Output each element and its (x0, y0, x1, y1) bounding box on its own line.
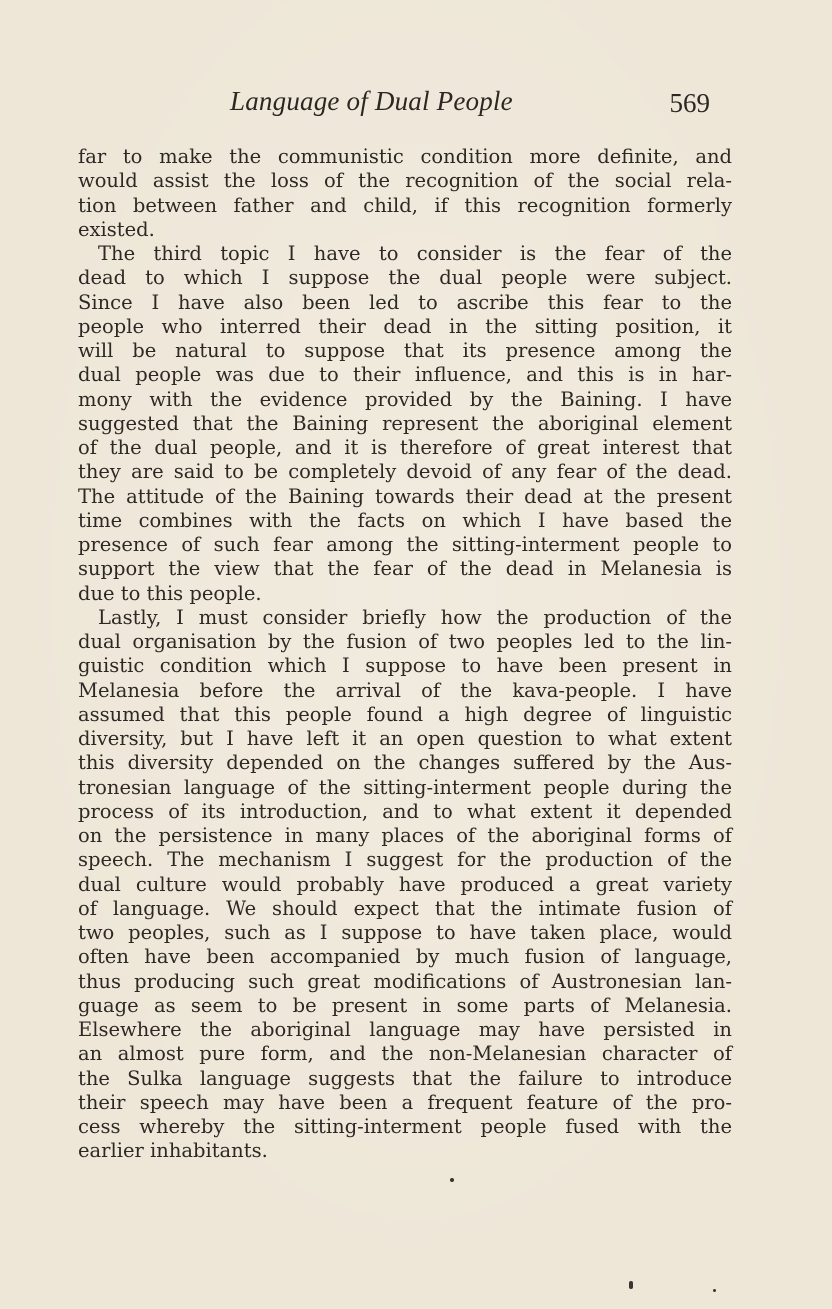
text-line: diversity, but I have left it an open question to what extent (78, 727, 732, 750)
text-line: The third topic I have to consider is the fear of the (98, 242, 732, 265)
text-line: tronesian language of the sitting-interment people during the (78, 775, 732, 799)
text-line: an almost pure form, and the non-Melanesian character of (78, 1042, 732, 1066)
text-line: mony with the evidence provided by the Baining. I have (78, 387, 732, 411)
text-line: support the view that the fear of the dead in Melanesia is (78, 557, 732, 581)
text-line: dual organisation by the fusion of two peoples led to the lin- (78, 630, 732, 653)
text-line: the Sulka language suggests that the failure to introduce (78, 1066, 732, 1090)
text-line: cess whereby the sitting-interment people fused with the (78, 1115, 732, 1138)
text-line: dual people was due to their influence, and this is in har- (78, 363, 732, 387)
text-line: Melanesia before the arrival of the kava-people. I have (78, 678, 732, 702)
text-line: this diversity depended on the changes suffered by the Aus- (78, 751, 732, 775)
text-line: dead to which I suppose the dual people were subject. (78, 266, 732, 290)
text-line: time combines with the facts on which I have based the (78, 508, 732, 532)
text-line: on the persistence in many places of the aboriginal forms of (78, 824, 732, 847)
text-line: will be natural to suppose that its presence among the (78, 339, 732, 362)
text-line: far to make the communistic condition more definite, and (78, 145, 732, 168)
paragraph (78, 242, 732, 606)
text-line: tion between father and child, if this recognition formerly (78, 193, 732, 217)
text-line: Lastly, I must consider briefly how the production of the (98, 605, 732, 629)
paragraph (78, 606, 732, 1164)
text-line: due to this people. (78, 581, 262, 605)
ink-speck (629, 1281, 633, 1289)
text-line: Elsewhere the aboriginal language may have persisted in (78, 1018, 732, 1041)
body-text (78, 145, 732, 1164)
text-line: Since I have also been led to ascribe this fear to the (78, 290, 732, 314)
text-line: often have been accompanied by much fusion of language, (78, 945, 732, 969)
running-head (76, 86, 710, 126)
text-line: people who interred their dead in the sitting position, it (78, 314, 732, 338)
text-line: The attitude of the Baining towards their dead at the present (78, 484, 732, 508)
text-line: two peoples, such as I suppose to have taken place, would (78, 921, 732, 944)
text-line: earlier inhabitants. (78, 1139, 268, 1163)
text-line: presence of such fear among the sitting-interment people to (78, 533, 732, 556)
running-title: Language of Dual People (230, 86, 513, 116)
text-line: they are said to be completely devoid of any fear of the dead. (78, 460, 732, 484)
text-line: guage as seem to be present in some parts of Melanesia. (78, 993, 732, 1017)
text-line: of language. We should expect that the intimate fusion of (78, 896, 732, 920)
text-line: would assist the loss of the recognition of the social rela- (78, 169, 732, 193)
text-line: guistic condition which I suppose to have been present in (78, 654, 732, 678)
text-line: thus producing such great modifications of Austronesian lan- (78, 969, 732, 993)
text-line: speech. The mechanism I suggest for the production of the (78, 848, 732, 872)
text-line: dual culture would probably have produced a great variety (78, 872, 732, 896)
text-line: their speech may have been a frequent feature of the pro- (78, 1090, 732, 1114)
text-line: existed. (78, 217, 155, 241)
text-line: suggested that the Baining represent the aboriginal element (78, 411, 732, 435)
ink-speck (713, 1289, 716, 1292)
ink-speck (450, 1178, 454, 1182)
page-number: 569 (669, 88, 710, 118)
text-line: assumed that this people found a high degree of linguistic (78, 702, 732, 726)
text-line: process of its introduction, and to what extent it depended (78, 799, 732, 823)
text-line: of the dual people, and it is therefore of great interest that (78, 436, 732, 459)
paragraph (78, 145, 732, 242)
